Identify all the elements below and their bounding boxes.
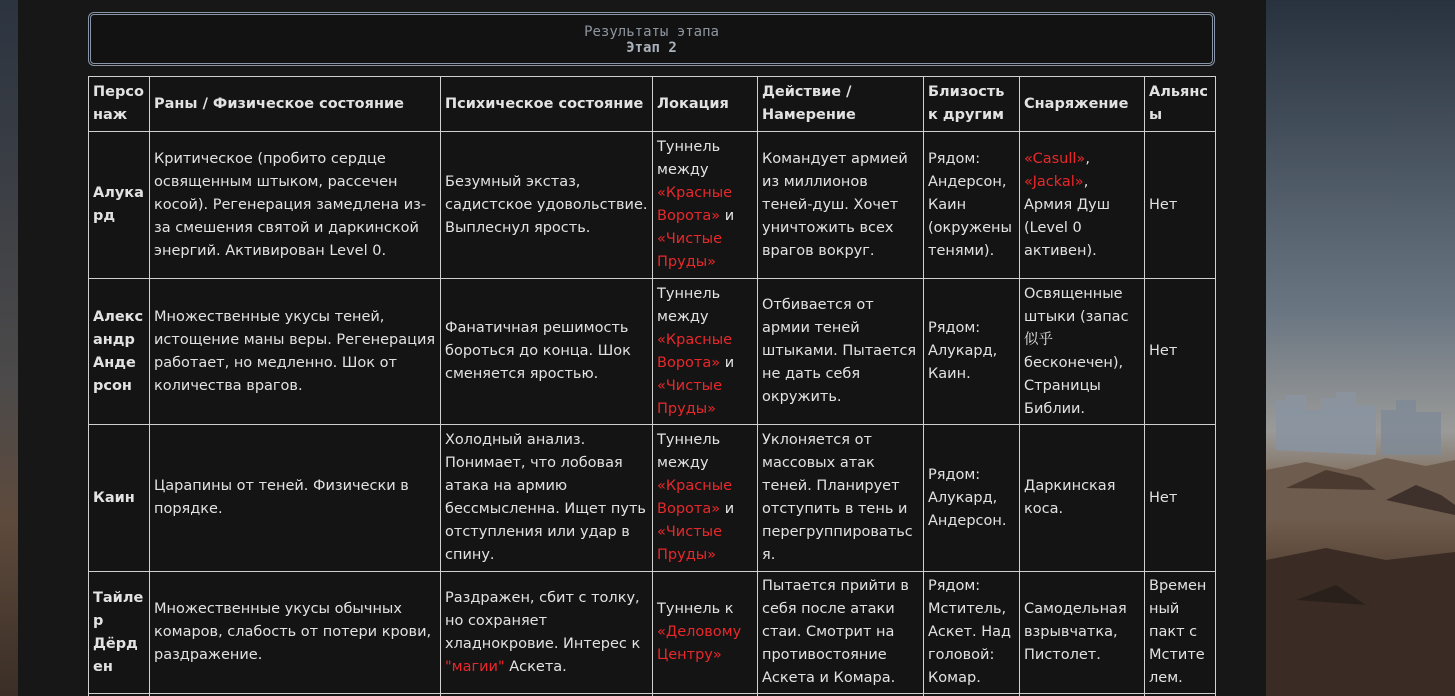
location-text: Туннель между bbox=[657, 139, 721, 178]
location-highlight: «Чистые Пруды» bbox=[657, 524, 723, 563]
location-cell bbox=[653, 279, 758, 425]
column-header-gear: Снаряжение bbox=[1020, 77, 1145, 132]
physical-state-cell: Царапины от теней. Физически в порядке. bbox=[150, 425, 441, 572]
physical-state-cell: Критическое (пробито сердце освященным штыком, рассечен косой). Регенерация замедлена из-за смешения святой и даркинской энергий. Активирован Level 0. bbox=[150, 132, 441, 279]
background-left-strip bbox=[0, 0, 18, 696]
table-row bbox=[89, 132, 1216, 279]
character-name: Каин bbox=[89, 425, 150, 572]
location-highlight: «Деловому Центру» bbox=[657, 624, 742, 663]
mental-state-cell bbox=[441, 572, 653, 694]
column-header-action: Действие / Намерение bbox=[758, 77, 924, 132]
location-highlight: «Красные Ворота» bbox=[657, 185, 733, 224]
mental-state-cell: Безумный экстаз, садистское удовольствие. Выплеснул ярость. bbox=[441, 132, 653, 279]
column-header-mental: Психическое состояние bbox=[441, 77, 653, 132]
alliances-cell: Временный пакт с Мстителем. bbox=[1145, 572, 1216, 694]
column-header-alliances: Альянсы bbox=[1145, 77, 1216, 132]
location-text: и bbox=[720, 354, 735, 371]
gear-cell: Даркинская коса. bbox=[1020, 425, 1145, 572]
alliances-cell: Нет bbox=[1145, 425, 1216, 572]
mental-text: Аскета. bbox=[504, 658, 567, 675]
mental-text: Раздражен, сбит с толку, но сохраняет хладнокровие. Интерес к bbox=[445, 589, 641, 652]
action-cell: Уклоняется от массовых атак теней. Планирует отступить в тень и перегруппироваться. bbox=[758, 425, 924, 572]
gear-cell bbox=[1020, 132, 1145, 279]
location-text: и bbox=[720, 501, 735, 517]
proximity-cell: Рядом: Андерсон, Каин (окружены тенями). bbox=[924, 132, 1020, 279]
location-highlight: «Красные Ворота» bbox=[657, 331, 733, 371]
mental-state-cell: Фанатичная решимость бороться до конца. Шок сменяется яростью. bbox=[441, 279, 653, 425]
location-highlight: «Красные Ворота» bbox=[657, 478, 733, 517]
proximity-cell: Рядом: Мститель, Аскет. Над головой: Комар. bbox=[924, 572, 1020, 694]
column-header-location: Локация bbox=[653, 77, 758, 132]
alliances-cell: Нет bbox=[1145, 132, 1216, 279]
action-cell: Отбивается от армии теней штыками. Пытается не дать себя окружить. bbox=[758, 279, 924, 425]
location-highlight: «Чистые Пруды» bbox=[657, 231, 723, 270]
location-text: Туннель между bbox=[657, 432, 721, 471]
table-row bbox=[89, 279, 1216, 425]
gear-text: , bbox=[1085, 150, 1090, 167]
column-header-character: Персонаж bbox=[89, 77, 150, 132]
location-cell bbox=[653, 572, 758, 694]
action-cell: Командует армией из миллионов теней-душ. Хочет уничтожить всех врагов вокруг. bbox=[758, 132, 924, 279]
background-landscape bbox=[1266, 0, 1455, 696]
column-header-proximity: Близость к другим bbox=[924, 77, 1020, 132]
action-cell: Пытается прийти в себя после атаки стаи. Смотрит на противостояние Аскета и Комара. bbox=[758, 572, 924, 694]
location-text: Туннель между bbox=[657, 285, 721, 325]
column-header-physical: Раны / Физическое состояние bbox=[150, 77, 441, 132]
character-status-table bbox=[88, 76, 1216, 696]
gear-cell: Освященные штыки (запас似乎 бесконечен), Страницы Библии. bbox=[1020, 279, 1145, 425]
proximity-cell: Рядом: Алукард, Каин. bbox=[924, 279, 1020, 425]
gear-text: , Армия Душ (Level 0 активен). bbox=[1024, 173, 1110, 259]
table-row bbox=[89, 572, 1216, 694]
character-name: Алукард bbox=[89, 132, 150, 279]
ruined-city-landscape-image bbox=[1266, 0, 1455, 696]
location-text: Туннель к bbox=[657, 601, 734, 617]
table-header-row bbox=[89, 77, 1216, 132]
alliances-cell: Нет bbox=[1145, 279, 1216, 425]
character-name: Тайлер Дёрден bbox=[89, 572, 150, 694]
gear-highlight: «Casull» bbox=[1024, 150, 1086, 167]
gear-highlight: «Jackal» bbox=[1024, 173, 1084, 190]
location-cell bbox=[653, 425, 758, 572]
location-highlight: «Чистые Пруды» bbox=[657, 377, 723, 417]
physical-state-cell: Множественные укусы обычных комаров, слабость от потери крови, раздражение. bbox=[150, 572, 441, 694]
mental-state-cell: Холодный анализ. Понимает, что лобовая атака на армию бессмысленна. Ищет путь отступления или удар в спину. bbox=[441, 425, 653, 572]
stage-results-title: Результаты этапа bbox=[584, 24, 719, 40]
gear-cell: Самодельная взрывчатка, Пистолет. bbox=[1020, 572, 1145, 694]
mental-highlight: "магии" bbox=[445, 658, 505, 675]
stage-number: Этап 2 bbox=[626, 40, 677, 56]
location-cell bbox=[653, 132, 758, 279]
character-name: Александр Андерсон bbox=[89, 279, 150, 425]
table-row bbox=[89, 425, 1216, 572]
stage-results-header bbox=[88, 12, 1215, 66]
physical-state-cell: Множественные укусы теней, истощение маны веры. Регенерация работает, но медленно. Шок от количества врагов. bbox=[150, 279, 441, 425]
proximity-cell: Рядом: Алукард, Андерсон. bbox=[924, 425, 1020, 572]
location-text: и bbox=[720, 208, 735, 224]
